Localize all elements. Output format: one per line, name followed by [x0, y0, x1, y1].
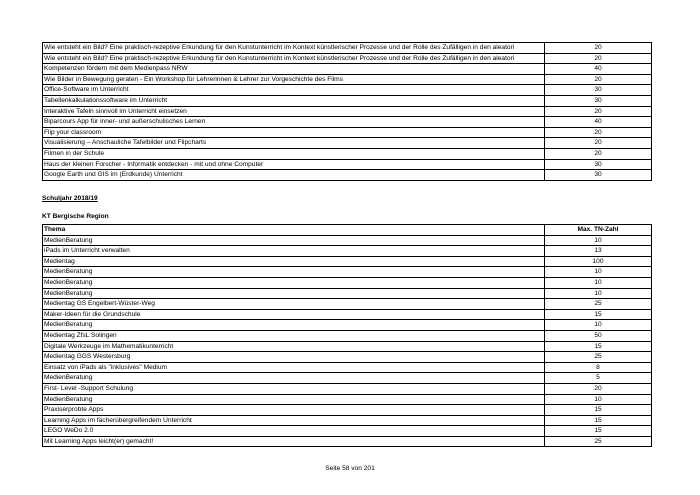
page-footer: Seite 58 von 201: [325, 465, 375, 472]
cell-max-tn: 15: [545, 309, 652, 320]
table-row: [43, 267, 652, 278]
cell-max-tn: 10: [545, 288, 652, 299]
cell-thema: Praxiserprobte Apps: [43, 405, 545, 416]
cell-max-tn: 20: [545, 106, 652, 117]
cell-thema: Wie entsteht ein Bild? Eine praktisch-rezeptive Erkundung für den Kunstunterricht im Kontext künstlerischer Prozesse und der Rolle des Zufälligen in den aleatori: [43, 43, 545, 54]
cell-max-tn: 20: [545, 43, 652, 54]
table-row: [43, 85, 652, 96]
table-row: [43, 74, 652, 85]
cell-thema: MedienBeratung: [43, 373, 545, 384]
table-row: [43, 127, 652, 138]
table-row: [43, 373, 652, 384]
cell-max-tn: 30: [545, 159, 652, 170]
cell-thema: Medientag GGS Westersburg: [43, 352, 545, 363]
course-table-previous: [42, 42, 652, 181]
cell-thema: Einsatz von iPads als "inklusives" Medium: [43, 362, 545, 373]
cell-thema: MedienBeratung: [43, 235, 545, 246]
cell-max-tn: 15: [545, 405, 652, 416]
cell-thema: Digitale Werkzeuge im Mathematikunterricht: [43, 341, 545, 352]
cell-max-tn: 8: [545, 362, 652, 373]
table-row: [43, 64, 652, 75]
table-row: [43, 235, 652, 246]
header-max-tn: Max. TN-Zahl: [545, 225, 652, 236]
table-row: [43, 320, 652, 331]
table-row: [43, 394, 652, 405]
cell-thema: Google Earth und GIS im (Erdkunde) Unterricht: [43, 170, 545, 181]
cell-max-tn: 40: [545, 64, 652, 75]
cell-thema: Medientag GS Engelbert-Wüster-Weg: [43, 299, 545, 310]
cell-max-tn: 10: [545, 394, 652, 405]
cell-thema: Maker-Ideen für die Grundschule: [43, 309, 545, 320]
table-row: [43, 352, 652, 363]
cell-max-tn: 30: [545, 170, 652, 181]
cell-thema: MedienBeratung: [43, 320, 545, 331]
cell-thema: LEGO WeDo 2.0: [43, 426, 545, 437]
table-row: [43, 383, 652, 394]
table-header-row: [43, 225, 652, 236]
table-row: [43, 309, 652, 320]
course-table-region: [42, 224, 652, 447]
cell-max-tn: 50: [545, 330, 652, 341]
table-row: [43, 362, 652, 373]
cell-max-tn: 20: [545, 148, 652, 159]
cell-max-tn: 20: [545, 383, 652, 394]
cell-max-tn: 25: [545, 299, 652, 310]
cell-thema: Tabellenkalkulationssoftware im Unterricht: [43, 95, 545, 106]
cell-thema: Kompetenzen fördern mit dem Medienpass NRW: [43, 64, 545, 75]
cell-thema: Haus der kleinen Forscher - Informatik entdecken - mit und ohne Computer: [43, 159, 545, 170]
table-row: [43, 148, 652, 159]
table-row: [43, 415, 652, 426]
cell-thema: Filmen in der Schule: [43, 148, 545, 159]
cell-max-tn: 25: [545, 436, 652, 447]
cell-thema: Medientag ZfsL Solingen: [43, 330, 545, 341]
cell-max-tn: 20: [545, 138, 652, 149]
cell-thema: Visualisierung – Anschauliche Tafelbilder und Flipcharts: [43, 138, 545, 149]
cell-thema: Wie entsteht ein Bild? Eine praktisch-rezeptive Erkundung für den Kunstunterricht im Kontext künstlerischer Prozesse und der Rolle des Zufälligen in den aleatori: [43, 53, 545, 64]
table-row: [43, 299, 652, 310]
header-thema: Thema: [43, 225, 545, 236]
cell-thema: Biparcours App für inner- und außerschulisches Lernen: [43, 117, 545, 128]
cell-max-tn: 15: [545, 341, 652, 352]
cell-max-tn: 25: [545, 352, 652, 363]
cell-thema: MedienBeratung: [43, 267, 545, 278]
cell-max-tn: 10: [545, 320, 652, 331]
cell-thema: Mit Learning Apps leicht(er) gemacht!: [43, 436, 545, 447]
cell-max-tn: 15: [545, 426, 652, 437]
cell-max-tn: 10: [545, 277, 652, 288]
table-row: [43, 288, 652, 299]
table-row: [43, 95, 652, 106]
cell-max-tn: 10: [545, 267, 652, 278]
cell-thema: MedienBeratung: [43, 394, 545, 405]
cell-max-tn: 100: [545, 256, 652, 267]
cell-max-tn: 30: [545, 95, 652, 106]
cell-max-tn: 20: [545, 127, 652, 138]
cell-max-tn: 40: [545, 117, 652, 128]
cell-thema: Interaktive Tafeln sinnvoll im Unterricht einsetzen: [43, 106, 545, 117]
table-row: [43, 341, 652, 352]
cell-max-tn: 20: [545, 53, 652, 64]
table-row: [43, 246, 652, 257]
cell-thema: iPads im Unterricht verwalten: [43, 246, 545, 257]
cell-thema: First- Level -Support Schulung: [43, 383, 545, 394]
table-row: [43, 436, 652, 447]
table-row: [43, 159, 652, 170]
table-row: [43, 277, 652, 288]
table-row: [43, 405, 652, 416]
table-row: [43, 43, 652, 54]
cell-thema: MedienBeratung: [43, 277, 545, 288]
cell-max-tn: 20: [545, 74, 652, 85]
cell-thema: Flip your classroom: [43, 127, 545, 138]
cell-max-tn: 30: [545, 85, 652, 96]
table-row: [43, 426, 652, 437]
table-row: [43, 170, 652, 181]
cell-thema: Learning Apps im fächerübergreifendem Unterricht: [43, 415, 545, 426]
school-year-heading: Schuljahr 2018/19: [42, 195, 98, 202]
cell-max-tn: 10: [545, 235, 652, 246]
table-row: [43, 256, 652, 267]
cell-max-tn: 5: [545, 373, 652, 384]
cell-thema: Wie Bilder in Bewegung geraten - Ein Workshop für Lehrerinnen & Lehrer zur Vorgeschichte des Films: [43, 74, 545, 85]
table-row: [43, 106, 652, 117]
cell-max-tn: 13: [545, 246, 652, 257]
cell-thema: Medientag: [43, 256, 545, 267]
cell-max-tn: 15: [545, 415, 652, 426]
table-row: [43, 53, 652, 64]
cell-thema: MedienBeratung: [43, 288, 545, 299]
table-row: [43, 138, 652, 149]
cell-thema: Office-Software im Unterricht: [43, 85, 545, 96]
table-row: [43, 330, 652, 341]
region-heading: KT Bergische Region: [42, 213, 109, 220]
table-row: [43, 117, 652, 128]
